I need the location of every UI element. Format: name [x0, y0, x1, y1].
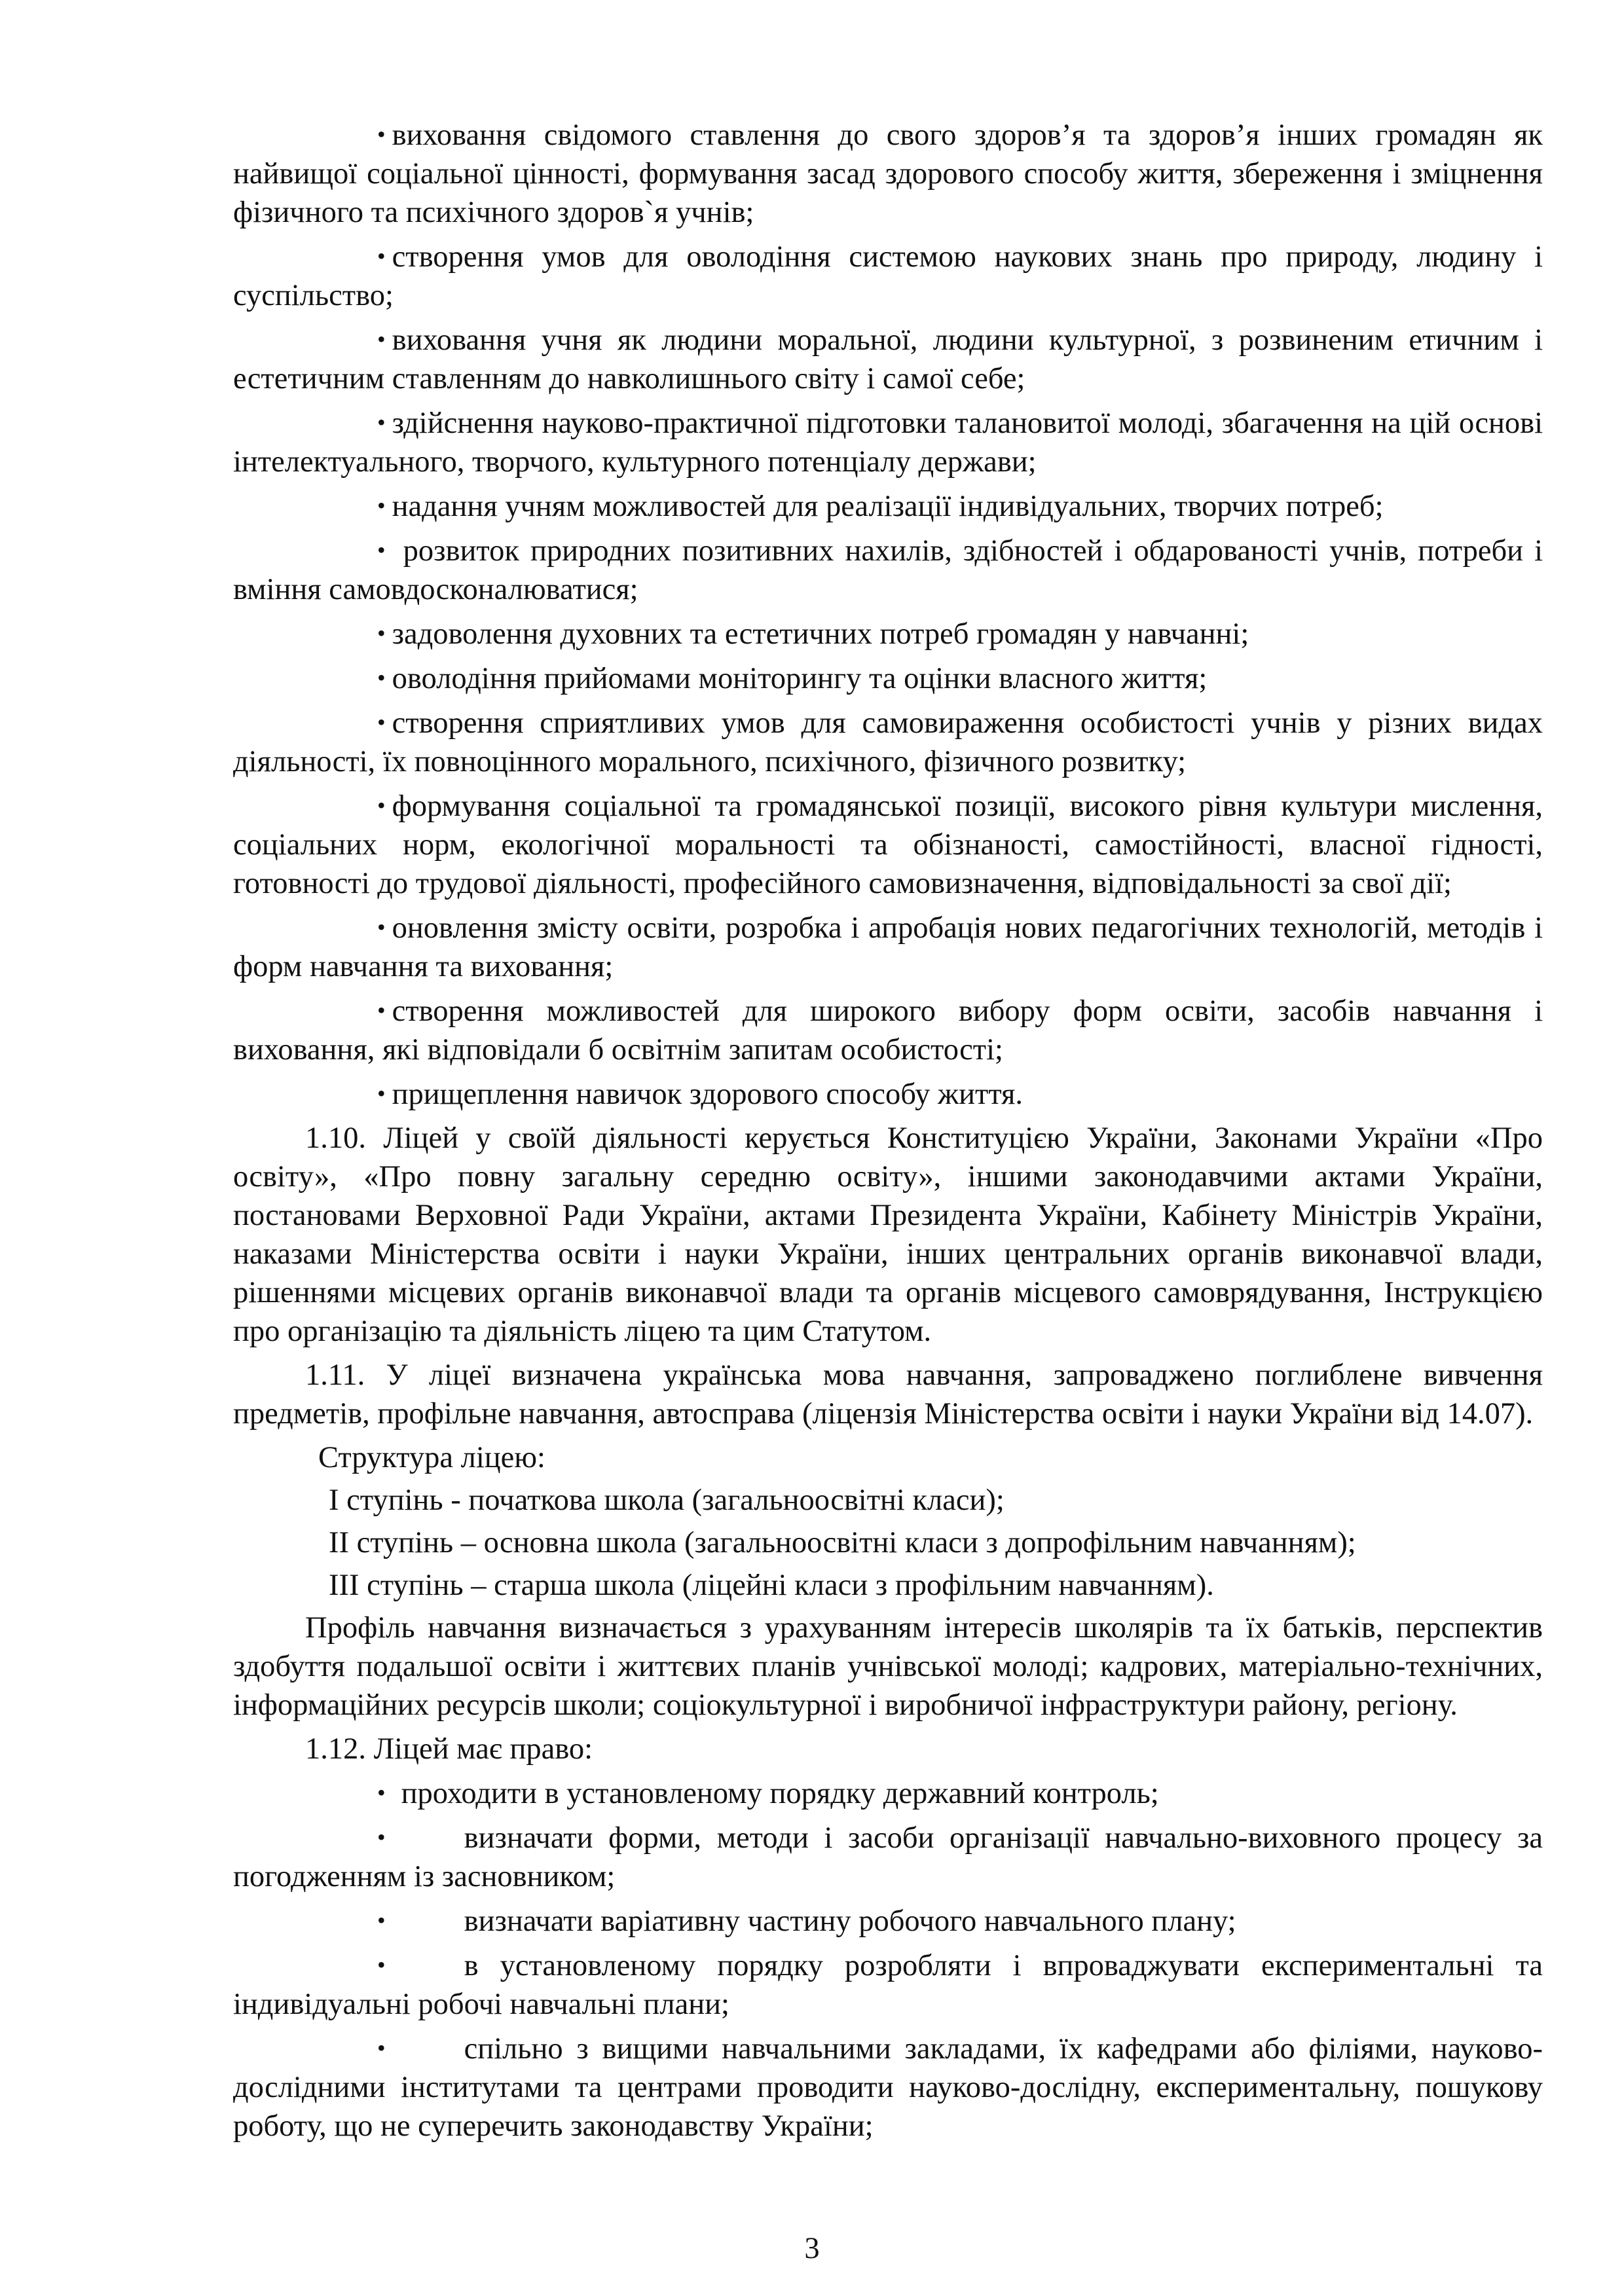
list-item — [233, 991, 1543, 1069]
list-item — [233, 403, 1543, 481]
list-item-text: визначати варіативну частину робочого навчального плану; — [464, 1904, 1236, 1938]
list-item — [233, 115, 1543, 232]
list-item-text: розвиток природних позитивних нахилів, здібностей і обдарованості учнів, потреби і вміння самовдосконалюватися; — [233, 534, 1543, 606]
bullet-icon: • — [377, 537, 386, 563]
list-item — [233, 908, 1543, 986]
list-item — [233, 1901, 1543, 1941]
list-item-text: виховання свідомого ставлення до свого здоров’я та здоров’я інших громадян як найвищої соціальної цінності, формування засад здорового способу життя, збереження і зміцнення фізичного та психічного здоров`я учнів; — [233, 118, 1543, 229]
list-item-text: в установленому порядку розробляти і впроваджувати експериментальні та індивідуальні робочі навчальні плани; — [233, 1949, 1543, 2021]
list-item — [233, 1774, 1543, 1813]
list-item-text: проходити в установленому порядку державний контроль; — [401, 1777, 1159, 1810]
bullet-icon: • — [377, 1824, 386, 1850]
list-item — [233, 1074, 1543, 1114]
list-item-text: оволодіння прийомами моніторингу та оцінки власного життя; — [392, 662, 1208, 695]
page-number: 3 — [804, 2232, 820, 2265]
list-item-text: спільно з вищими навчальними закладами, їх кафедрами або філіями, науково-дослідними інститутами та центрами проводити науково-дослідну, експериментальну, пошукову роботу, що не суперечить законодавству України; — [233, 2032, 1543, 2143]
list-item — [233, 486, 1543, 526]
list-item-text: задоволення духовних та естетичних потреб громадян у навчанні; — [392, 617, 1249, 651]
bullet-icon: • — [377, 492, 386, 519]
list-item — [233, 2029, 1543, 2145]
list-item-text: надання учням можливостей для реалізації індивідуальних, творчих потреб; — [392, 490, 1384, 523]
list-item — [233, 614, 1543, 653]
list-item — [233, 320, 1543, 398]
structure-level: ІІІ ступінь – старша школа (ліцейні класи з профільним навчанням). — [329, 1569, 1214, 1602]
list-item-text: визначати форми, методи і засоби організації навчально-виховного процесу за погодженням із засновником; — [233, 1821, 1543, 1893]
list-item-text: формування соціальної та громадянської позиції, високого рівня культури мислення, соціальних норм, екологічної моральності та обізнаності, самостійності, власної гідності, готовності до трудової діяльності, професійного самовизначення, відповідальності за свої дії; — [233, 790, 1543, 900]
list-item — [233, 1946, 1543, 2024]
section-1-12-heading: 1.12. Ліцей має право: — [305, 1732, 593, 1766]
list-item — [233, 703, 1543, 781]
structure-level: І ступінь - початкова школа (загальноосвітні класи); — [329, 1484, 1005, 1517]
bullet-icon: • — [377, 1779, 386, 1806]
list-item-text: здійснення науково-практичної підготовки талановитої молоді, збагачення на цій основі інтелектуального, творчого, культурного потенціалу держави; — [233, 407, 1543, 479]
list-item — [233, 1818, 1543, 1896]
bullet-icon: • — [377, 665, 386, 691]
bullet-icon: • — [377, 709, 386, 735]
bullet-icon: • — [377, 792, 386, 818]
bullet-icon: • — [377, 2035, 386, 2061]
bullet-icon: • — [377, 1080, 386, 1106]
bullet-icon: • — [377, 326, 386, 352]
list-item-text: створення сприятливих умов для самовираження особистості учнів у різних видах діяльності, їх повноцінного морального, психічного, фізичного розвитку; — [233, 706, 1543, 778]
list-item-text: створення умов для оволодіння системою наукових знань про природу, людину і суспільство; — [233, 240, 1543, 312]
structure-title: Структура ліцею: — [318, 1441, 545, 1474]
document-page — [233, 115, 1543, 2151]
bullet-icon: • — [377, 997, 386, 1023]
bullet-icon: • — [377, 409, 386, 435]
list-item-text: оновлення змісту освіти, розробка і апробація нових педагогічних технологій, методів і форм навчання та виховання; — [233, 911, 1543, 983]
list-item — [233, 531, 1543, 609]
bullet-icon: • — [377, 620, 386, 646]
list-item — [233, 659, 1543, 698]
list-item — [233, 786, 1543, 903]
bullet-icon: • — [377, 1907, 386, 1933]
bullet-icon: • — [377, 1952, 386, 1978]
list-item-text: прищеплення навичок здорового способу життя. — [392, 1078, 1024, 1111]
list-item — [233, 237, 1543, 315]
list-item-text: виховання учня як людини моральної, людини культурної, з розвиненим етичним і естетичним ставленням до навколишнього світу і самої себе; — [233, 323, 1543, 395]
structure-level: ІІ ступінь – основна школа (загальноосвітні класи з допрофільним навчанням); — [329, 1526, 1356, 1559]
bullet-icon: • — [377, 243, 386, 269]
section-1-11-paragraph: 1.11. У ліцеї визначена українська мова навчання, запроваджено поглиблене вивчення предметів, профільне навчання, автосправа (ліцензія Міністерства освіти і науки України від 14.07). — [233, 1358, 1543, 1430]
bullet-icon: • — [377, 121, 386, 147]
bullet-icon: • — [377, 914, 386, 940]
list-item-text: створення можливостей для широкого вибору форм освіти, засобів навчання і виховання, які відповідали б освітнім запитам особистості; — [233, 994, 1543, 1066]
profile-paragraph: Профіль навчання визначається з урахуванням інтересів школярів та їх батьків, перспектив здобуття подальшої освіти і життєвих планів учнівської молоді; кадрових, матеріально-технічних, інформаційних ресурсів школи; соціокультурної і виробничої інфраструктури району, регіону. — [233, 1611, 1543, 1722]
section-1-10-paragraph: 1.10. Ліцей у своїй діяльності керується Конституцією України, Законами України «Про освіту», «Про повну загальну середню освіту», іншими законодавчими актами України, постановами Верховної Ради України, актами Президента України, Кабінету Міністрів України, наказами Міністерства освіти і науки України, інших центральних органів виконавчої влади, рішеннями місцевих органів виконавчої влади та органів місцевого самоврядування, Інструкцією про організацію та діяльність ліцею та цим Статутом. — [233, 1121, 1543, 1348]
